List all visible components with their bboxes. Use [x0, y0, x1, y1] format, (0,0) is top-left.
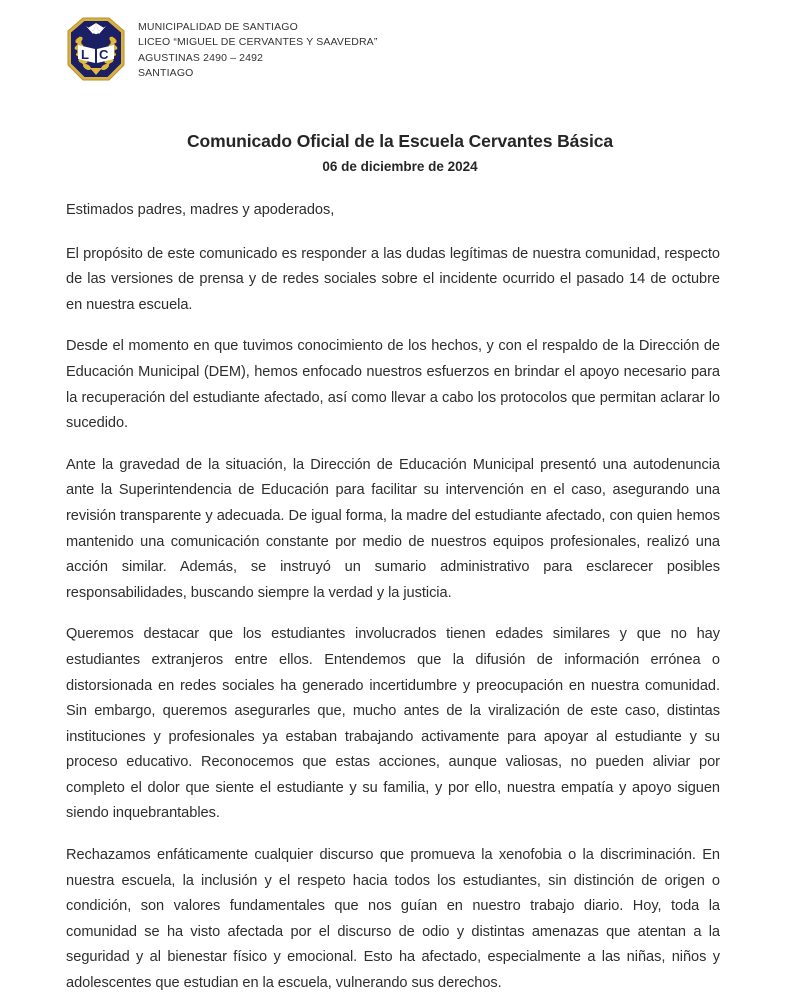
letterhead-line-city: SANTIAGO: [138, 67, 194, 80]
letterhead-line-street: AGUSTINAS 2490 – 2492: [138, 51, 264, 64]
salutation: Estimados padres, madres y apoderados,: [66, 202, 335, 218]
body-paragraph: El propósito de este comunicado es responder a las dudas legítimas de nuestra comunidad, respecto de las versiones de prensa y de redes sociales sobre el incidente ocurrido el pasado 14 de octubre en nuestra escuela.: [66, 245, 720, 313]
body-paragraph: Rechazamos enfáticamente cualquier discurso que promueva la xenofobia o la discriminación. En nuestra escuela, la inclusión y el respeto hacia todos los estudiantes, sin distinción de origen o condición, son valores fundamentales que nos guían en nuestro trabajo diario. Hoy, toda la comunidad se ha visto afectada por el discurso de odio y distintas amenazas que atentan a la seguridad y al bienestar físico y emocional. Esto ha afectado, especialmente a las niñas, niños y adolescentes que estudian en la escuela, vulnerando sus derechos.: [66, 847, 720, 992]
letterhead: [0, 0, 800, 84]
letterhead-address-block: [138, 14, 377, 82]
svg-text:C: C: [99, 47, 109, 62]
body-paragraph: Ante la gravedad de la situación, la Dirección de Educación Municipal presentó una autodenuncia ante la Superintendencia de Educación para facilitar su intervención en el caso, asegurando una revisión transparente y adecuada. De igual forma, la madre del estudiante afectado, con quien hemos mantenido una comunicación constante por medio de nuestros equipos profesionales, realizó una acción similar. Además, se instruyó un sumario administrativo para esclarecer posibles responsabilidades, buscando siempre la verdad y la justicia.: [66, 456, 720, 601]
document-body: [66, 198, 720, 997]
title-block: [0, 130, 800, 176]
svg-text:L: L: [81, 47, 89, 62]
letterhead-line-municipality: MUNICIPALIDAD DE SANTIAGO: [138, 21, 298, 33]
body-paragraph: Queremos destacar que los estudiantes involucrados tienen edades similares y que no hay estudiantes extranjeros entre ellos. Entendemos que la difusión de información errónea o distorsionada en redes sociales ha generado incertidumbre y preocupación en nuestra comunidad. Sin embargo, queremos asegurarles que, mucho antes de la viralización de este caso, distintas instituciones y profesionales ya estaban trabajando activamente para apoyar al estudiante y su proceso educativo. Reconocemos que estas acciones, aunque valiosas, no pueden aliviar por completo el dolor que siente el estudiante y su familia, y por ello, nuestra empatía y apoyo siguen siendo inquebrantables.: [66, 626, 720, 822]
document-date: 06 de diciembre de 2024: [322, 159, 478, 174]
letterhead-line-school: LICEO “MIGUEL DE CERVANTES Y SAAVEDRA”: [138, 36, 378, 49]
school-crest-icon: [66, 16, 126, 84]
page-title: Comunicado Oficial de la Escuela Cervantes Básica: [187, 131, 613, 151]
body-paragraph: Desde el momento en que tuvimos conocimiento de los hechos, y con el respaldo de la Dirección de Educación Municipal (DEM), hemos enfocado nuestros esfuerzos en brindar el apoyo necesario para la recuperación del estudiante afectado, así como llevar a cabo los protocolos que permitan aclarar lo sucedido.: [66, 338, 720, 432]
